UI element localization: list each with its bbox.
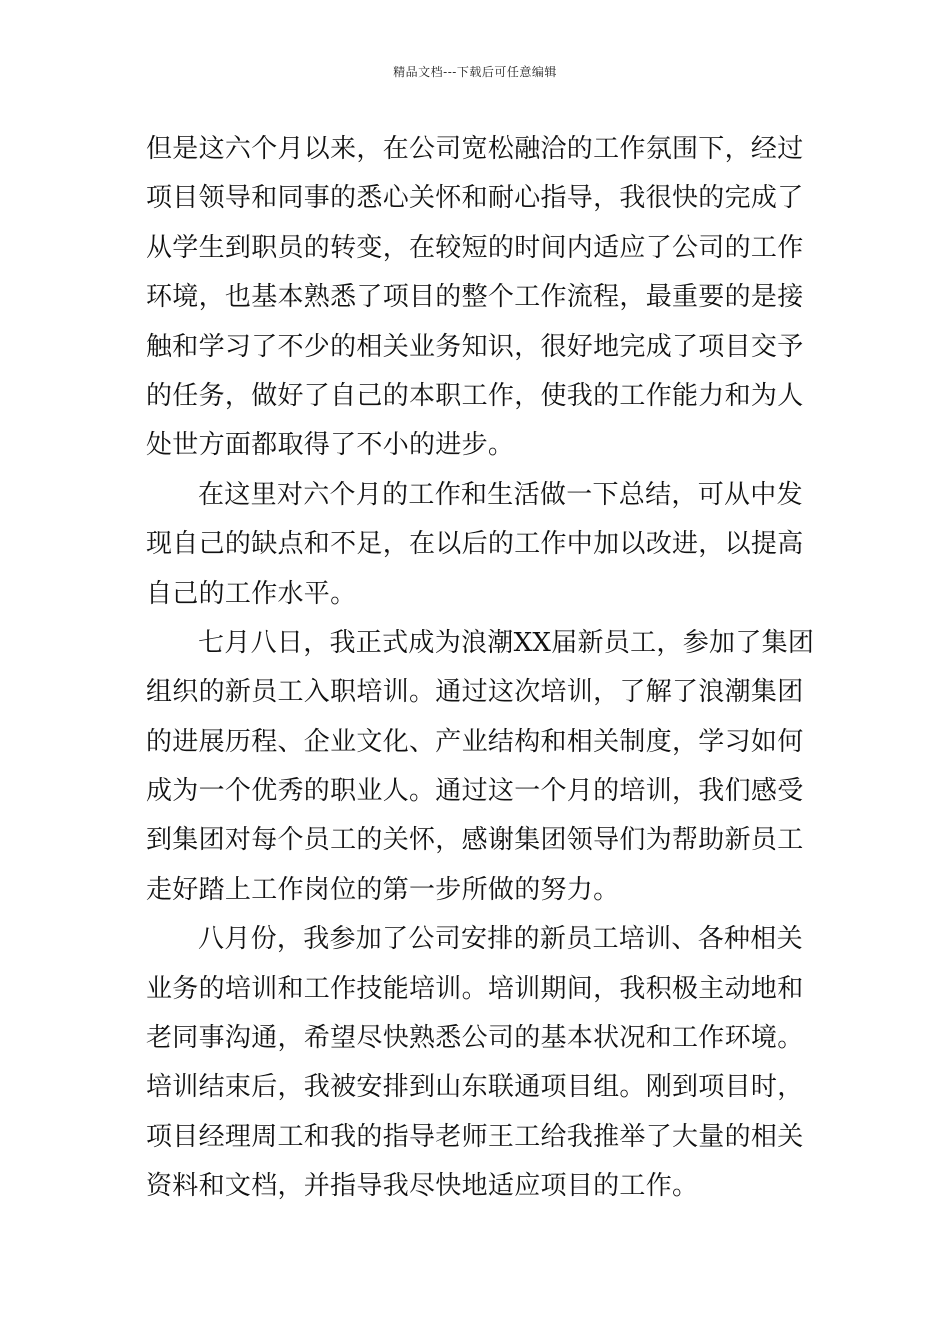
text-line: 的进展历程、企业文化、产业结构和相关制度，学习如何 <box>146 726 804 757</box>
text-line: 项目领导和同事的悉心关怀和耐心指导，我很快的完成了 <box>146 183 804 214</box>
text-line: 从学生到职员的转变，在较短的时间内适应了公司的工作 <box>146 232 804 263</box>
document-body <box>146 125 815 1212</box>
text-line: 但是这六个月以来，在公司宽松融洽的工作氛围下，经过 <box>146 134 804 164</box>
paragraph <box>146 915 811 1211</box>
text-line: 资料和文档，并指导我尽快地适应项目的工作。 <box>146 1171 699 1202</box>
text-line: 八月份，我参加了公司安排的新员工培训、各种相关 <box>198 924 803 955</box>
text-line: 培训结束后，我被安排到山东联通项目组。刚到项目时， <box>146 1072 804 1103</box>
text-line: 项目经理周工和我的指导老师王工给我推举了大量的相关 <box>146 1121 804 1152</box>
text-line: 在这里对六个月的工作和生活做一下总结，可从中发 <box>198 479 803 510</box>
text-line: 现自己的缺点和不足，在以后的工作中加以改进，以提高 <box>146 529 804 560</box>
text-line: 成为一个优秀的职业人。通过这一个月的培训，我们感受 <box>146 776 804 807</box>
text-line: 到集团对每个员工的关怀，感谢集团领导们为帮助新员工 <box>146 825 804 856</box>
page-header: 精品文档---下载后可任意编辑 <box>393 65 557 79</box>
text-line: 的任务，做好了自己的本职工作，使我的工作能力和为人 <box>146 380 804 411</box>
text-line: 走好踏上工作岗位的第一步所做的努力。 <box>146 874 620 905</box>
text-line: 业务的培训和工作技能培训。培训期间，我积极主动地和 <box>146 973 804 1004</box>
paragraph <box>146 125 811 471</box>
paragraph <box>146 619 815 915</box>
text-line: 环境，也基本熟悉了项目的整个工作流程，最重要的是接 <box>146 282 804 313</box>
text-line: 自己的工作水平。 <box>146 578 357 609</box>
text-line: 处世方面都取得了不小的进步。 <box>146 430 515 461</box>
text-line: 触和学习了不少的相关业务知识，很好地完成了项目交予 <box>146 331 804 362</box>
paragraph <box>146 471 811 619</box>
text-line: 老同事沟通，希望尽快熟悉公司的基本状况和工作环境。 <box>146 1023 804 1054</box>
text-line: 七月八日，我正式成为浪潮XX届新员工，参加了集团 <box>198 627 815 658</box>
text-line: 组织的新员工入职培训。通过这次培训，了解了浪潮集团 <box>146 677 804 708</box>
